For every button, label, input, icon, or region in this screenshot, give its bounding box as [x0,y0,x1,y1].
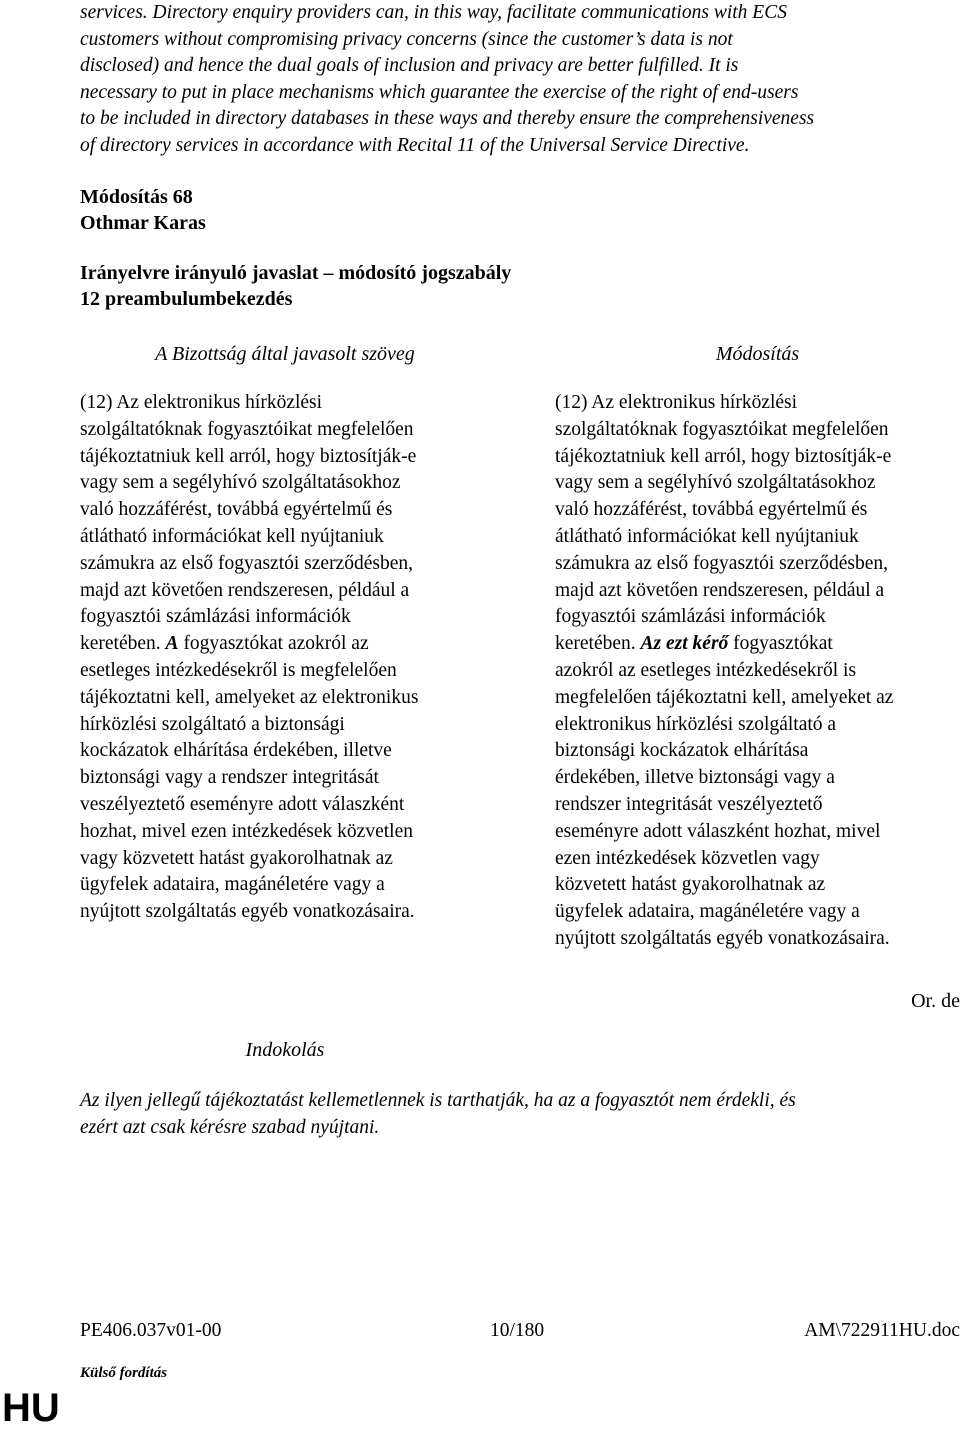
text-line: biztonsági vagy a rendszer integritását [80,767,379,789]
text-line: majd azt követően rendszeresen, például a [555,579,885,601]
recital-reference: 12 preambulumbekezdés [80,288,293,310]
text-line: majd azt követően rendszeresen, például a [80,579,410,601]
intro-line: services. Directory enquiry providers can, in this way, facilitate communications with ECS [80,2,787,23]
text-line: esetleges intézkedésekről is megfelelően [80,659,397,681]
text-line: eseményre adott válaszként hozhat, mivel [555,820,881,842]
amendment-number: Módosítás 68 [80,186,193,208]
page-number: 10/180 [490,1320,545,1341]
text-line: fogyasztói számlázási információk [555,606,826,628]
text-line: hírközlési szolgáltató a biztonsági [80,713,345,735]
text-line: fogyasztói számlázási információk [80,606,351,628]
text-line: (12) Az elektronikus hírközlési [80,392,323,413]
document-filename: AM\722911HU.doc [804,1320,960,1341]
text-line: azokról az esetleges intézkedésekről is [555,659,857,681]
text-line: elektronikus hírközlési szolgáltató a [555,713,837,735]
text-line: számukra az első fogyasztói szerződésben, [555,552,888,574]
inserted-phrase: Az ezt kérő [640,633,729,655]
justification-text [80,1087,950,1141]
justification-heading: Indokolás [245,1039,325,1061]
text-line: biztonsági kockázatok elhárítása [555,740,809,762]
text-line: átlátható információkat kell nyújtaniuk [555,525,859,547]
text-line: nyújtott szolgáltatás egyéb vonatkozásaira. [80,901,415,923]
external-translation-label: Külső fordítás [80,1365,168,1381]
amendment-text-heading: Módosítás [715,343,800,365]
text-line: ezen intézkedések közvetlen vagy [555,847,820,869]
text-line: tájékoztatni kell, amelyeket az elektronikus [80,686,419,708]
text-line: megfelelően tájékoztatni kell, amelyeket az [555,686,894,708]
text-line: vagy sem a segélyhívó szolgáltatásokhoz [80,472,401,494]
text-line: közvetett hatást gyakorolhatnak az [555,874,826,896]
text-line: való hozzáférést, továbbá egyértelmű és [555,499,868,521]
text-line: tájékoztatniuk kell arról, hogy biztosítják-e [555,445,892,467]
proposal-header [80,260,511,312]
text-fragment: fogyasztókat azokról az [183,633,369,655]
intro-line: to be included in directory databases in these ways and thereby ensure the comprehensiveness [80,108,815,129]
text-line: szolgáltatóknak fogyasztóikat megfelelően [555,418,889,440]
intro-line: disclosed) and hence the dual goals of inclusion and privacy are better fulfilled. It is [80,55,739,76]
intro-line: customers without compromising privacy concerns (since the customer’s data is not [80,28,733,50]
intro-line: of directory services in accordance with Recital 11 of the Universal Service Directive. [80,134,750,156]
text-line: átlátható információkat kell nyújtaniuk [80,525,384,547]
text-line: vagy sem a segélyhívó szolgáltatásokhoz [555,472,876,494]
text-line: rendszer integritását veszélyeztető [555,793,823,815]
text-line: veszélyeztető eseményre adott válaszként [80,793,405,815]
amendment-text-column [555,390,960,953]
text-line [555,631,960,658]
text-fragment: fogyasztókat [733,633,833,655]
justification-line: Az ilyen jellegű tájékoztatást kellemetlennek is tarthatják, ha az a fogyasztót nem érdekli, és [80,1090,796,1111]
text-line: ügyfelek adataira, magánéletére vagy a [555,901,860,923]
deleted-word: A [165,633,179,655]
amendment-header [80,184,206,236]
text-line: kockázatok elhárítása érdekében, illetve [80,740,392,762]
text-line: való hozzáférést, továbbá egyértelmű és [80,499,393,521]
language-code: HU [2,1386,60,1430]
text-line: ügyfelek adataira, magánéletére vagy a [80,874,385,896]
text-fragment: keretében. [80,633,161,655]
justification-line: ezért azt csak kérésre szabad nyújtani. [80,1117,380,1138]
proposal-type: Irányelvre irányuló javaslat – módosító jogszabály [80,262,512,284]
commission-text-column [80,390,500,926]
text-line: érdekében, illetve biztonsági vagy a [555,767,835,789]
text-line: hozhat, mivel ezen intézkedések közvetlen [80,820,413,842]
text-line: szolgáltatóknak fogyasztóikat megfelelően [80,418,414,440]
document-reference: PE406.037v01-00 [80,1320,222,1341]
commission-text-heading: A Bizottság által javasolt szöveg [155,343,415,365]
text-line: nyújtott szolgáltatás egyéb vonatkozásaira. [555,927,890,949]
text-line: tájékoztatniuk kell arról, hogy biztosítják-e [80,445,417,467]
intro-line: necessary to put in place mechanisms which guarantee the exercise of the right of end-users [80,81,799,103]
intro-paragraph [80,0,960,159]
text-line: (12) Az elektronikus hírközlési [555,392,798,413]
text-line: számukra az első fogyasztói szerződésben, [80,552,413,574]
original-language: Or. de [911,990,960,1012]
text-fragment: keretében. [555,633,636,655]
text-line [80,631,500,658]
amendment-author: Othmar Karas [80,212,206,234]
text-line: vagy közvetett hatást gyakorolhatnak az [80,847,393,869]
